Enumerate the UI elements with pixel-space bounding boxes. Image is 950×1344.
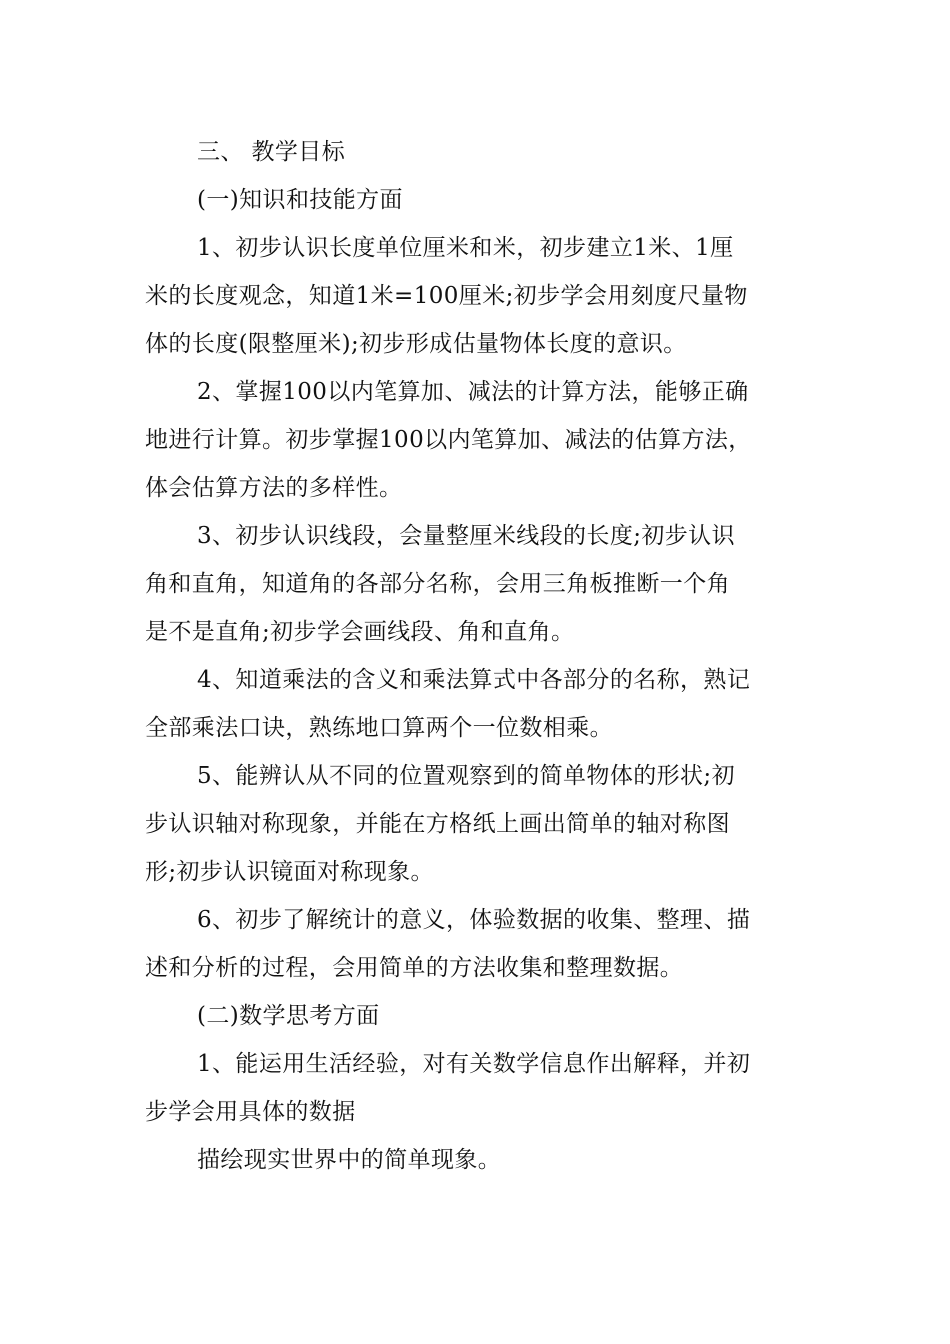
paragraph-line: 地进行计算。初步掌握100以内笔算加、减法的估算方法， bbox=[145, 427, 752, 453]
subsection-heading: (二)数学思考方面 bbox=[197, 1003, 380, 1029]
paragraph-line: 5、能辨认从不同的位置观察到的简单物体的形状;初 bbox=[197, 763, 735, 789]
paragraph-line: 6、初步了解统计的意义，体验数据的收集、整理、描 bbox=[197, 907, 751, 933]
paragraph-line: 形;初步认识镜面对称现象。 bbox=[145, 859, 434, 885]
paragraph-line: 述和分析的过程，会用简单的方法收集和整理数据。 bbox=[145, 955, 684, 981]
paragraph-line: 角和直角，知道角的各部分名称，会用三角板推断一个角 bbox=[145, 571, 730, 597]
paragraph-line: 描绘现实世界中的简单现象。 bbox=[197, 1147, 502, 1173]
paragraph-line: 全部乘法口诀，熟练地口算两个一位数相乘。 bbox=[145, 715, 613, 741]
subsection-heading: (一)知识和技能方面 bbox=[197, 187, 403, 213]
paragraph-line: 步认识轴对称现象，并能在方格纸上画出简单的轴对称图 bbox=[145, 811, 730, 837]
paragraph-line: 4、知道乘法的含义和乘法算式中各部分的名称，熟记 bbox=[197, 667, 751, 693]
paragraph-line: 是不是直角;初步学会画线段、角和直角。 bbox=[145, 619, 575, 645]
section-heading: 三、 教学目标 bbox=[197, 139, 346, 165]
paragraph-line: 步学会用具体的数据 bbox=[145, 1099, 356, 1125]
paragraph-line: 米的长度观念，知道1米=100厘米;初步学会用刻度尺量物 bbox=[145, 283, 748, 309]
paragraph-line: 2、掌握100以内笔算加、减法的计算方法，能够正确 bbox=[197, 379, 749, 405]
paragraph-line: 1、能运用生活经验，对有关数学信息作出解释，并初 bbox=[197, 1051, 751, 1077]
paragraph-line: 3、初步认识线段，会量整厘米线段的长度;初步认识 bbox=[197, 523, 735, 549]
paragraph-line: 1、初步认识长度单位厘米和米，初步建立1米、1厘 bbox=[197, 235, 734, 261]
paragraph-line: 体会估算方法的多样性。 bbox=[145, 475, 403, 501]
paragraph-line: 体的长度(限整厘米);初步形成估量物体长度的意识。 bbox=[145, 331, 687, 357]
document-body bbox=[145, 128, 807, 1184]
